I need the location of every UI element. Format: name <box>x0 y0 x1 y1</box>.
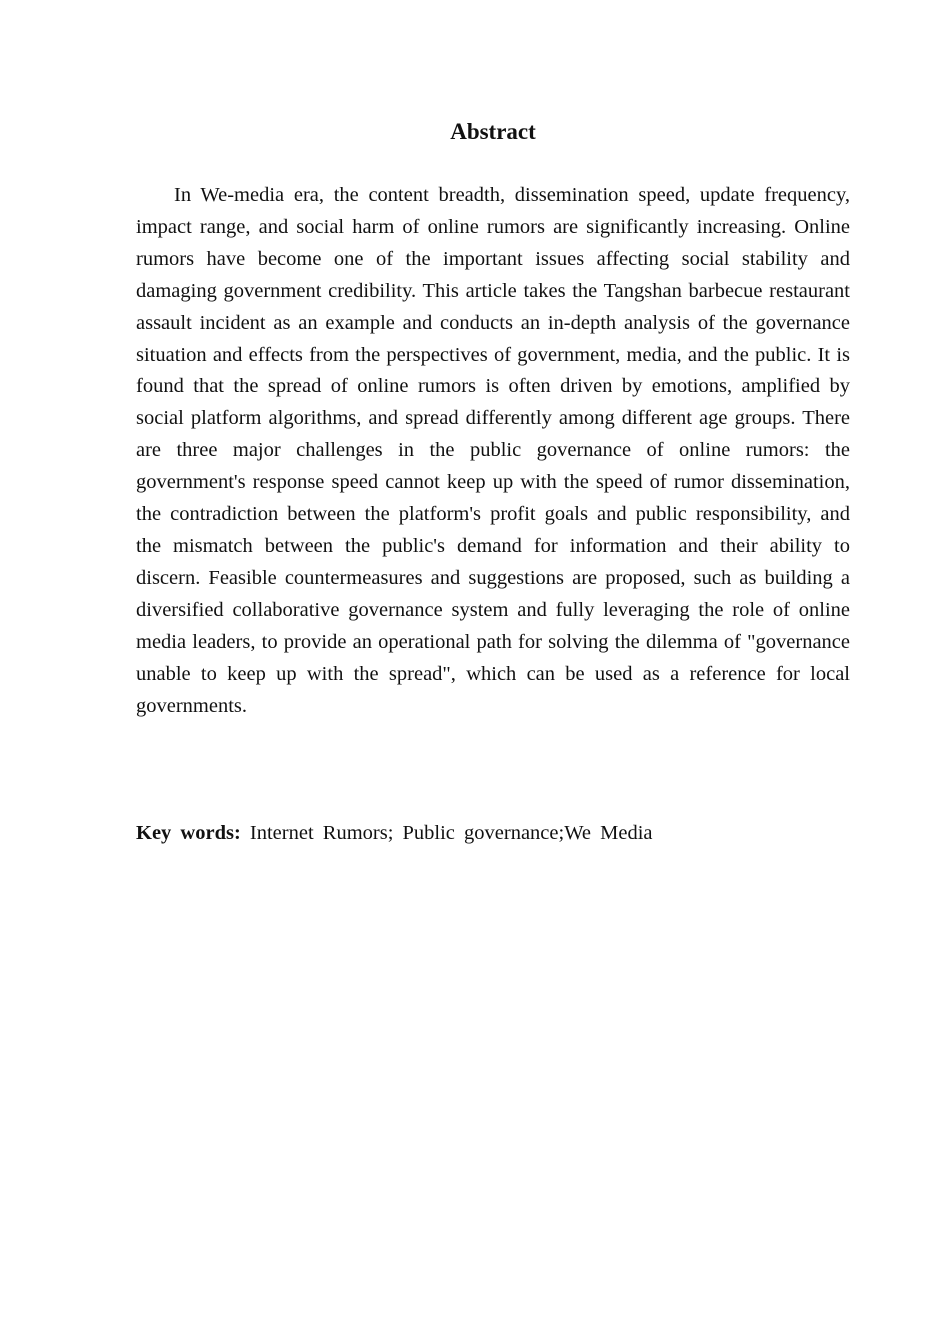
keywords-line <box>136 818 850 850</box>
keywords-value: Internet Rumors; Public governance;We Media <box>249 822 653 844</box>
keywords-label: Key words: <box>136 822 241 844</box>
abstract-heading: Abstract <box>450 119 536 144</box>
abstract-paragraph: In We-media era, the content breadth, dissemination speed, update frequency, impact range, and social harm of online rumors are significantly increasing. Online rumors have become one of the important issues affecting social stability and damaging government credibility. This article takes the Tangshan barbecue restaurant assault incident as an example and conducts an in-depth analysis of the governance situation and effects from the perspectives of government, media, and the public. It is found that the spread of online rumors is often driven by emotions, amplified by social platform algorithms, and spread differently among different age groups. There are three major challenges in the public governance of online rumors: the government's response speed cannot keep up with the speed of rumor dissemination, the contradiction between the platform's profit goals and public responsibility, and the mismatch between the public's demand for information and their ability to discern. Feasible countermeasures and suggestions are proposed, such as building a diversified collaborative governance system and fully leveraging the role of online media leaders, to provide an operational path for solving the dilemma of "governance unable to keep up with the spread", which can be used as a reference for local governments. <box>136 184 850 717</box>
